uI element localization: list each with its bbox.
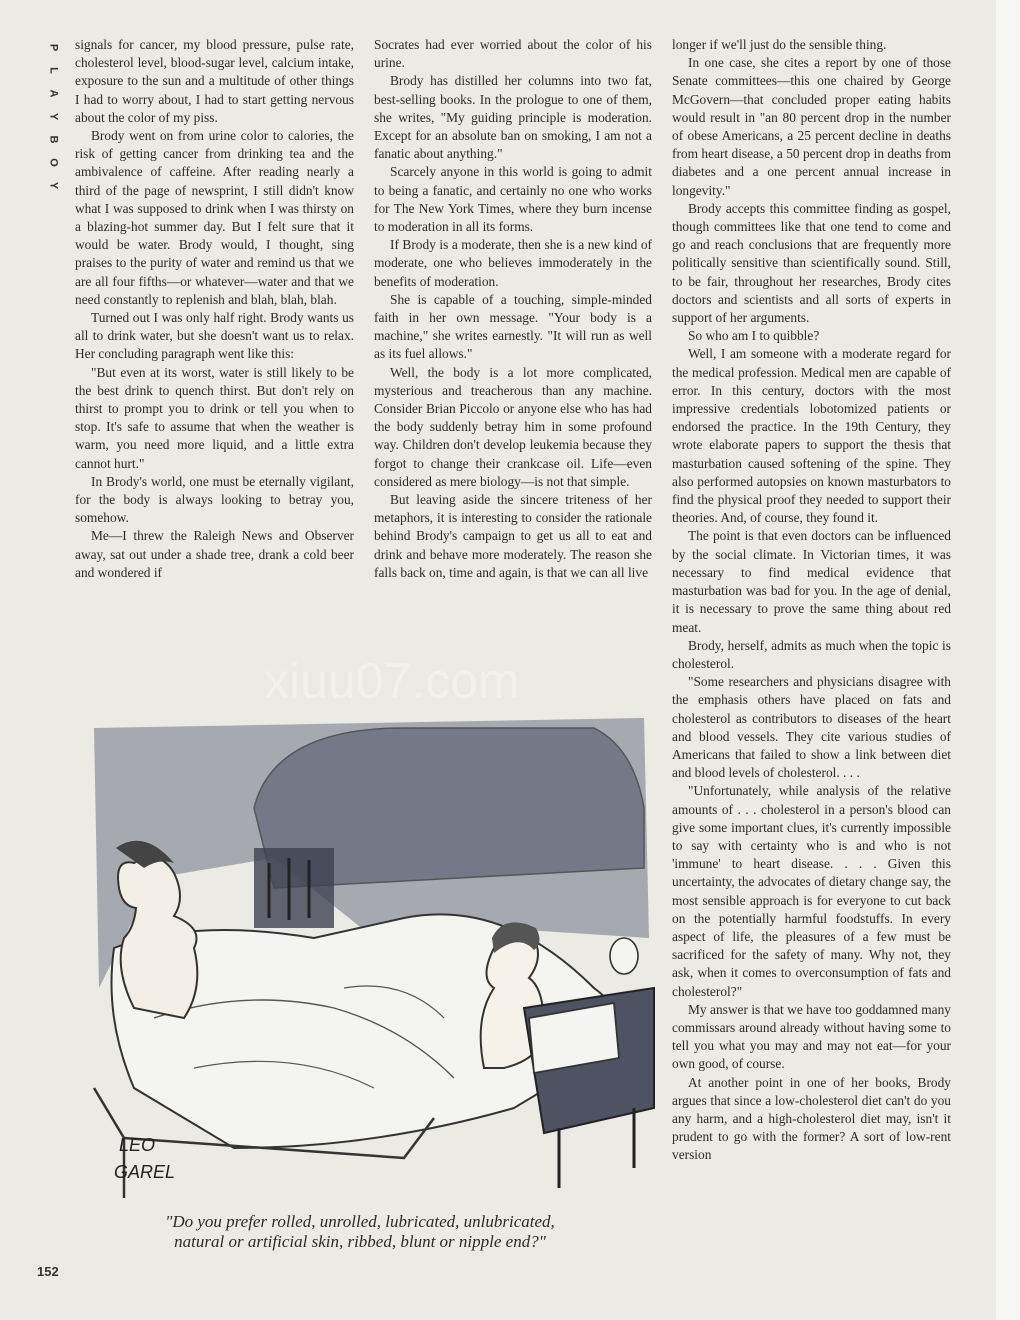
- paragraph: At another point in one of her books, Brody argues that since a low-cholesterol diet can't do you any harm, and a high-cholesterol diet may, isn't it prudent to go with the former? A sort of low-rent version: [672, 1074, 951, 1163]
- cartoon-illustration: [74, 653, 659, 1208]
- closet-opening: [254, 848, 334, 928]
- cartoon-caption: "Do you prefer rolled, unrolled, lubricated, unlubricated, natural or artificial skin, ribbed, blunt or nipple end?": [165, 1212, 555, 1251]
- paragraph: Brody, herself, admits as much when the topic is cholesterol.: [672, 637, 951, 671]
- paragraph: "Unfortunately, while analysis of the relative amounts of . . . cholesterol in a person's blood can give some important clues, it's currently impossible to say with certainty who is and who is not 'immune' to heart disease. . . . Given this uncertainty, the advocates of dietary change say, the most sensible approach is for everyone to cut back on the potentially harmful foodstuffs. In every aspect of life, the pleasures of a few must be sacrificed for the safety of many. Why not, they ask, when it comes to overconsumption of fats and cholesterol?": [672, 783, 951, 999]
- side-label-letter: Y: [47, 112, 60, 121]
- paragraph: The point is that even doctors can be influenced by the social climate. In Victorian times, it was necessary to find medical evidence that masturbation was bad for you. In the age of denial, it is necessary to prove the same thing about red meat.: [672, 528, 951, 635]
- paragraph: Scarcely anyone in this world is going to admit to being a fanatic, and certainly no one who works for The New York Times, where they burn incense to moderation in all its forms.: [374, 164, 652, 235]
- cartoon-drawing: [74, 653, 659, 1208]
- paragraph: Brody went on from urine color to calories, the risk of getting cancer from drinking tea and the ambivalence of caffeine. After reading nearly a third of the page of newsprint, I still didn't know what I was supposed to drink when I was thirsty on a blazing-hot summer day. But I felt sure that it would be water. Brody would, I thought, sing praises to the purity of water and remind us that we are all four fifths—or whatever—water and that we need constantly to replenish and blah, blah, blah.: [75, 128, 354, 307]
- paragraph: Turned out I was only half right. Brody wants us all to drink water, but she doesn't want us to relax. Her concluding paragraph went like this:: [75, 310, 354, 362]
- side-label-letter: Y: [47, 181, 60, 190]
- alarm-clock: [610, 938, 638, 974]
- page-number: 152: [37, 1264, 59, 1279]
- text-column-1: [75, 36, 354, 582]
- text-column-3: [672, 36, 951, 1165]
- paragraph: Socrates had ever worried about the color of his urine.: [374, 37, 652, 71]
- side-label-letter: A: [47, 89, 60, 98]
- paragraph: Well, the body is a lot more complicated, mysterious and treacherous than any machine. Consider Brian Piccolo or anyone else who has had the body suddenly betray him in some profound way. Children don't develop leukemia because they forgot to change their crankcase oil. Life—even considered as mere biology—is not that simple.: [374, 364, 652, 489]
- paragraph: longer if we'll just do the sensible thing.: [672, 37, 887, 52]
- paragraph: Well, I am someone with a moderate regard for the medical profession. Medical men are capable of error. In this century, doctors with the most impressive credentials lobotomized patients or endorsed the practice. In the 19th Century, they wrote elaborate papers to support the thesis that masturbation caused softening of the spine. They also performed autopsies on known masturbators to find the physical proof they needed to support their theories. And, of course, they found it.: [672, 346, 951, 526]
- paragraph: Me—I threw the Raleigh News and Observer away, sat out under a shade tree, drank a cold beer and wondered if: [75, 528, 354, 580]
- paragraph: Brody has distilled her columns into two fat, best-selling books. In the prologue to one of them, she writes, "My guiding principle is moderation. Except for an absolute ban on smoking, I am not a fanatic about anything.": [374, 73, 652, 162]
- paragraph: My answer is that we have too goddamned many commissars around already without having some to tell you what you may and may not eat—for your own good, of course.: [672, 1001, 951, 1072]
- side-label-letter: L: [47, 67, 60, 74]
- paragraph: She is capable of a touching, simple-minded faith in her own message. "Your body is a machine," she writes earnestly. "It will run as well as its fuel allows.": [374, 291, 652, 362]
- watermark: xiuu07.com: [264, 653, 520, 709]
- paragraph: If Brody is a moderate, then she is a new kind of moderate, one who believes immoderately in the benefits of moderation.: [374, 237, 652, 289]
- paragraph: Brody accepts this committee finding as gospel, though committees like that one tend to come and go and reach conclusions that are frequently more politically sensitive than scientifically sound. Still, to be fair, throughout her researches, Brody cites doctors and scientists and all sorts of experts in support of her arguments.: [672, 200, 951, 326]
- paragraph: In Brody's world, one must be eternally vigilant, for the body is always looking to betray you, somehow.: [75, 473, 354, 526]
- paragraph: "But even at its worst, water is still likely to be the best drink to quench thirst. But don't rely on thirst to prompt you to drink or tell you when to stop. It's safe to assume that when the weather is warm, you need more liquid, and a little extra cannot hurt.": [75, 364, 354, 471]
- side-label-letter: B: [47, 135, 60, 144]
- cartoonist-signature-line2: GAREL: [114, 1162, 176, 1182]
- paragraph: "Some researchers and physicians disagree with the emphasis others have placed on fats and cholesterol as contributors to diseases of the heart and blood vessels. They cite various studies of Americans that failed to show a link between diet and blood levels of cholesterol. . . .: [672, 674, 951, 781]
- paragraph: So who am I to quibble?: [688, 328, 820, 344]
- magazine-side-label: [40, 36, 60, 197]
- text-column-2: [374, 36, 652, 582]
- side-label-letter: P: [47, 43, 60, 52]
- side-label-letter: O: [47, 158, 60, 167]
- page-edge: [996, 0, 1020, 1320]
- paragraph: But leaving aside the sincere triteness of her metaphors, it is interesting to consider the rationale behind Brody's campaign to get us all to eat and drink and behave more moderately. The reason she falls back on, time and again, is that we can all live: [374, 492, 652, 580]
- paragraph: signals for cancer, my blood pressure, pulse rate, cholesterol level, blood-sugar level, calcium intake, exposure to the sun and a multitude of other things I had to worry about, I had to start getting nervous about the color of my piss.: [75, 37, 354, 125]
- cartoonist-signature-line1: LEO: [119, 1135, 156, 1155]
- paragraph: In one case, she cites a report by one of those Senate committees—this one chaired by George McGovern—that concluded proper eating habits would result in "an 80 percent drop in the number of obese Americans, a 25 percent decline in deaths from heart disease, a 50 percent drop in deaths from diabetes and a one percent annual increase in longevity.": [672, 55, 951, 198]
- man-figure: [118, 857, 197, 1018]
